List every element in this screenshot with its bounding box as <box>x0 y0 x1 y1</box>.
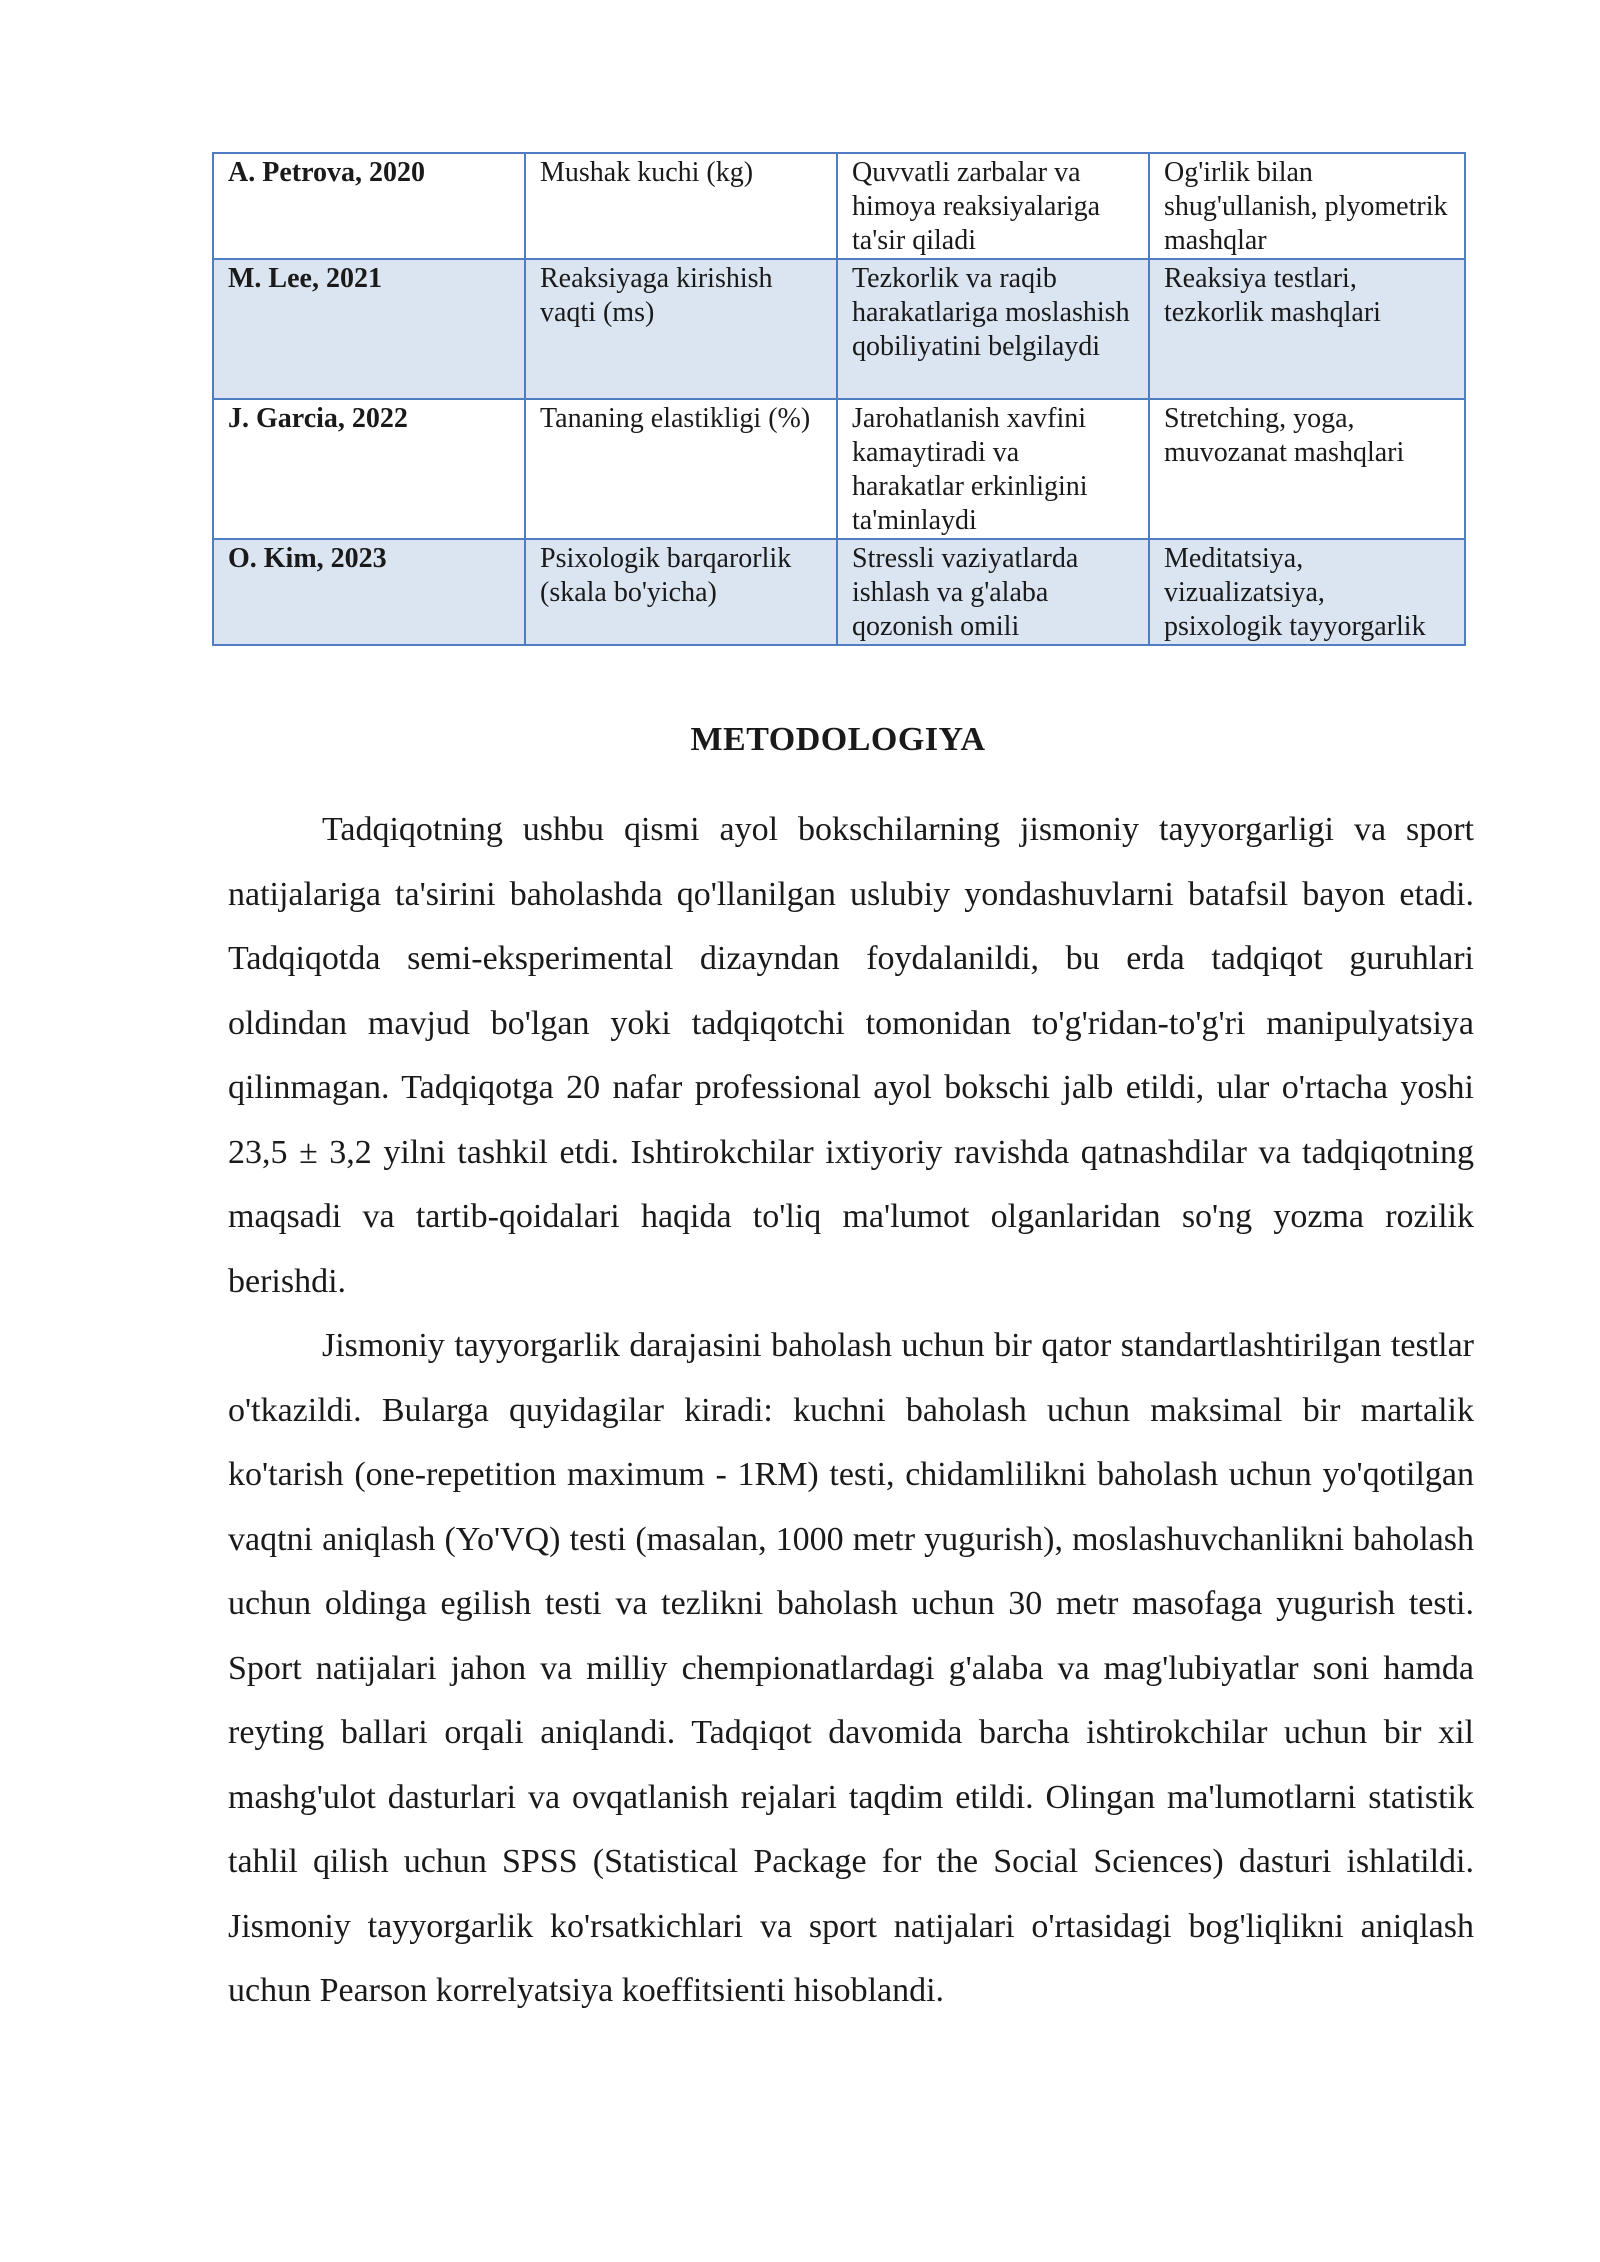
paragraph: Tadqiqotning ushbu qismi ayol bokschilarning jismoniy tayyorgarligi va sport natijalariga ta'sirini baholashda qo'llanilgan uslubiy yondashuvlarni batafsil bayon etadi. Tadqiqotda semi-eksperimental dizayndan foydalanildi, bu erda tadqiqot guruhlari oldindan mavjud bo'lgan yoki tadqiqotchi tomonidan to'g'ridan-to'g'ri manipulyatsiya qilinmagan. Tadqiqotga 20 nafar professional ayol bokschi jalb etildi, ular o'rtacha yoshi 23,5 ± 3,2 yilni tashkil etdi. Ishtirokchilar ixtiyoriy ravishda qatnashdilar va tadqiqotning maqsadi va tartib-qoidalari haqida to'liq ma'lumot olganlaridan so'ng yozma rozilik berishdi. <box>228 811 1474 1300</box>
table-cell-methods: Og'irlik bilan shug'ullanish, plyometrik mashqlar <box>1149 153 1465 259</box>
table-cell-indicator: Mushak kuchi (kg) <box>525 153 837 259</box>
body-text <box>228 798 1474 2024</box>
table-cell-indicator: Reaksiyaga kirishish vaqti (ms) <box>525 259 837 399</box>
table-cell-effect: Stressli vaziyatlarda ishlash va g'alaba qozonish omili <box>837 539 1149 645</box>
table-cell-author: O. Kim, 2023 <box>213 539 525 645</box>
table-cell-effect: Quvvatli zarbalar va himoya reaksiyalariga ta'sir qiladi <box>837 153 1149 259</box>
table-cell-methods: Meditatsiya, vizualizatsiya, psixologik tayyorgarlik <box>1149 539 1465 645</box>
table-cell-author: A. Petrova, 2020 <box>213 153 525 259</box>
table-cell-indicator: Tananing elastikligi (%) <box>525 399 837 539</box>
table-row <box>213 399 1465 539</box>
table-row <box>213 259 1465 399</box>
table-row <box>213 539 1465 645</box>
studies-table <box>212 152 1466 646</box>
table-cell-author: M. Lee, 2021 <box>213 259 525 399</box>
table-cell-methods: Reaksiya testlari, tezkorlik mashqlari <box>1149 259 1465 399</box>
table-cell-author: J. Garcia, 2022 <box>213 399 525 539</box>
table-cell-indicator: Psixologik barqarorlik (skala bo'yicha) <box>525 539 837 645</box>
section-heading: METODOLOGIYA <box>690 721 986 758</box>
paragraph: Jismoniy tayyorgarlik darajasini baholash uchun bir qator standartlashtirilgan testlar o'tkazildi. Bularga quyidagilar kiradi: kuchni baholash uchun maksimal bir martalik ko'tarish (one-repetition maximum - 1RM) testi, chidamlilikni baholash uchun yo'qotilgan vaqtni aniqlash (Yo'VQ) testi (masalan, 1000 metr yugurish), moslashuvchanlikni baholash uchun oldinga egilish testi va tezlikni baholash uchun 30 metr masofaga yugurish testi. Sport natijalari jahon va milliy chempionatlardagi g'alaba va mag'lubiyatlar soni hamda reyting ballari orqali aniqlandi. Tadqiqot davomida barcha ishtirokchilar uchun bir xil mashg'ulot dasturlari va ovqatlanish rejalari taqdim etildi. Olingan ma'lumotlarni statistik tahlil qilish uchun SPSS (Statistical Package for the Social Sciences) dasturi ishlatildi. Jismoniy tayyorgarlik ko'rsatkichlari va sport natijalari o'rtasidagi bog'liqlikni aniqlash uchun Pearson korrelyatsiya koeffitsienti hisoblandi. <box>228 1327 1474 2009</box>
table-row <box>213 153 1465 259</box>
table-cell-effect: Jarohatlanish xavfini kamaytiradi va harakatlar erkinligini ta'minlaydi <box>837 399 1149 539</box>
table-cell-methods: Stretching, yoga, muvozanat mashqlari <box>1149 399 1465 539</box>
table-cell-effect: Tezkorlik va raqib harakatlariga moslashish qobiliyatini belgilaydi <box>837 259 1149 399</box>
